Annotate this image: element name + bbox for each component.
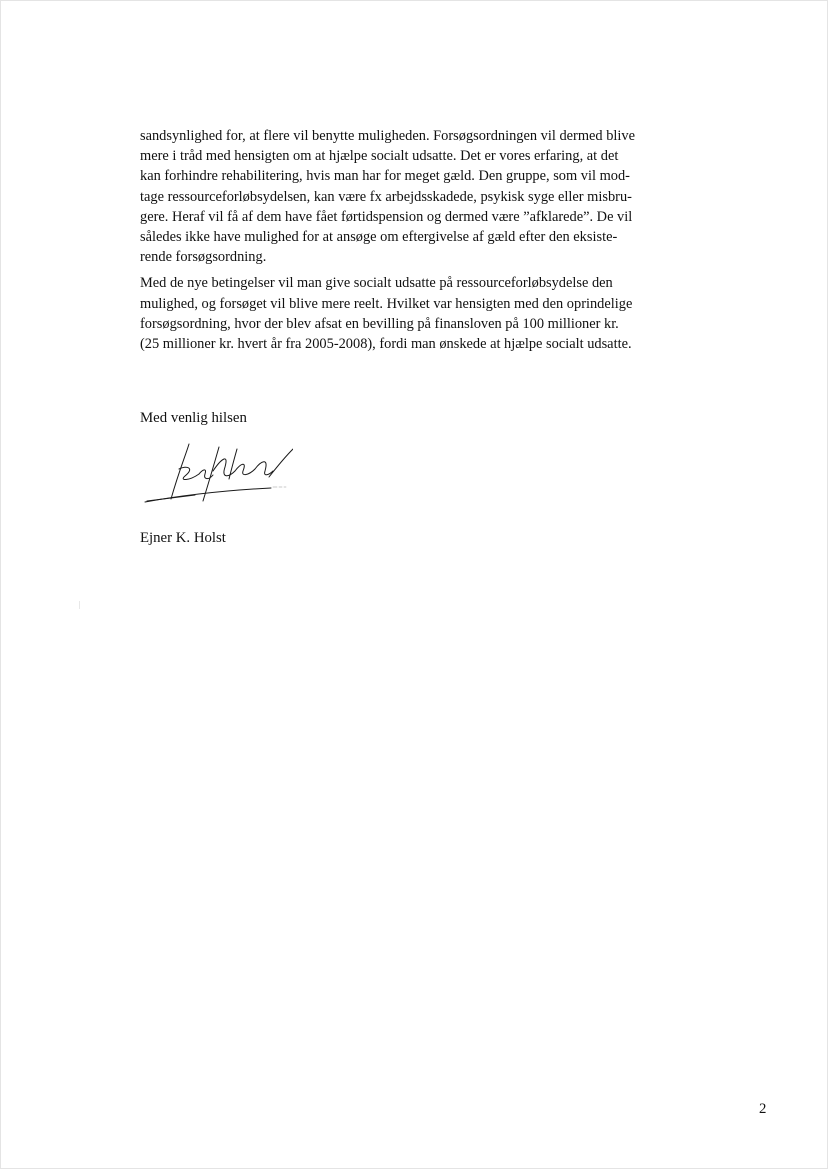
signer-name: Ejner K. Holst	[140, 530, 226, 546]
text-line: således ikke have mulighed for at ansøge om eftergivelse af gæld efter den eksiste-	[140, 229, 618, 246]
text-line: rende forsøgsordning.	[140, 249, 267, 266]
text-line: sandsynlighed for, at flere vil benytte muligheden. Forsøgsordningen vil dermed blive	[140, 128, 635, 144]
signature-icon	[143, 441, 293, 509]
text-line: (25 millioner kr. hvert år fra 2005-2008), fordi man ønskede at hjælpe socialt udsatte.	[140, 336, 632, 353]
text-line: gere. Heraf vil få af dem have fået førtidspension og dermed være ”afklarede”. De vil	[140, 208, 633, 225]
text-line: mulighed, og forsøget vil blive mere reelt. Hvilket var hensigten med den oprindelige	[140, 295, 633, 312]
closing-salutation: Med venlig hilsen	[140, 410, 247, 426]
paragraph-1	[140, 126, 700, 267]
text-line: kan forhindre rehabilitering, hvis man har for meget gæld. Den gruppe, som vil mod-	[140, 168, 630, 185]
paragraph-2	[140, 273, 700, 354]
text-line: mere i tråd med hensigten om at hjælpe socialt udsatte. Det er vores erfaring, at det	[140, 148, 619, 165]
scan-artifact	[79, 601, 80, 609]
letter-body	[140, 126, 700, 354]
text-line: Med de nye betingelser vil man give socialt udsatte på ressourceforløbsydelse den	[140, 275, 613, 292]
page-number: 2	[759, 1101, 767, 1117]
text-line: forsøgsordning, hvor der blev afsat en bevilling på finansloven på 100 millioner kr.	[140, 315, 619, 332]
text-line: tage ressourceforløbsydelsen, kan være fx arbejdsskadede, psykisk syge eller misbru-	[140, 188, 632, 205]
